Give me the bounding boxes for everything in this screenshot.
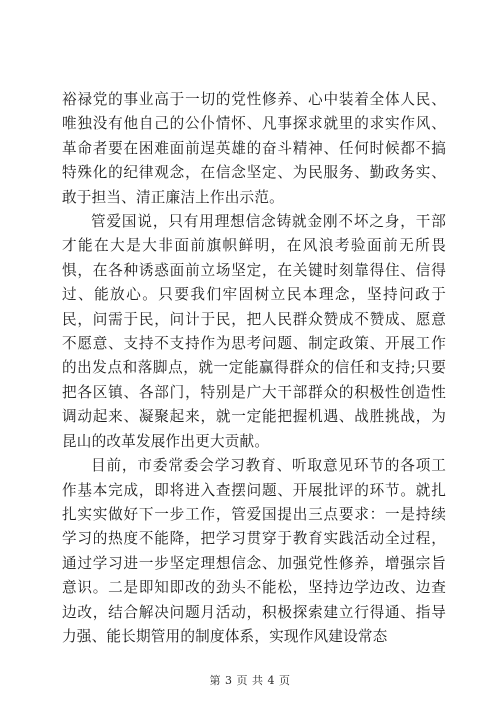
paragraph-next-steps: 目前，市委常委会学习教育、听取意见环节的各项工作基本完成，即将进入查摆问题、开展批评的环节。就扎扎实实做好下一步工作，管爱国提出三点要求：一是持续学习的热度不能降，把学习贯穿于教育实践活动全过程，通过学习进一步坚定理想信念、加强党性修养，增强宗旨意识。二是即知即改的劲头不能松，坚持边学边改、边查边改，结合解决问题月活动，积极探索建立行得通、指导力强、能长期管用的制度体系，实现作风建设常态 [62,457,446,645]
paragraph-continued: 裕禄党的事业高于一切的党性修养、心中装着全体人民、唯独没有他自己的公仆情怀、凡事探求就里的求实作风、革命者要在困难面前逞英雄的奋斗精神、任何时候都不搞特殊化的纪律观念，在信念坚定、为民服务、勤政务实、敢于担当、清正廉洁上作出示范。 [62,91,446,206]
document-body [62,88,446,649]
page-number-footer: 第 3 页 共 4 页 [209,674,291,687]
paragraph-guan-aiguo-remarks: 管爱国说，只有用理想信念铸就金刚不坏之身，干部才能在大是大非面前旗帜鲜明，在风浪考验面前无所畏惧，在各种诱惑面前立场坚定，在关键时刻靠得住、信得过、能放心。只要我们牢固树立民本理念，坚持问政于民，问需于民，问计于民，把人民群众赞成不赞成、愿意不愿意、支持不支持作为思考问题、制定政策、开展工作的出发点和落脚点，就一定能赢得群众的信任和支持;只要把各区镇、各部门，特别是广大干部群众的积极性创造性调动起来、凝聚起来，就一定能把握机遇、战胜挑战，为昆山的改革发展作出更大贡献。 [62,213,446,450]
